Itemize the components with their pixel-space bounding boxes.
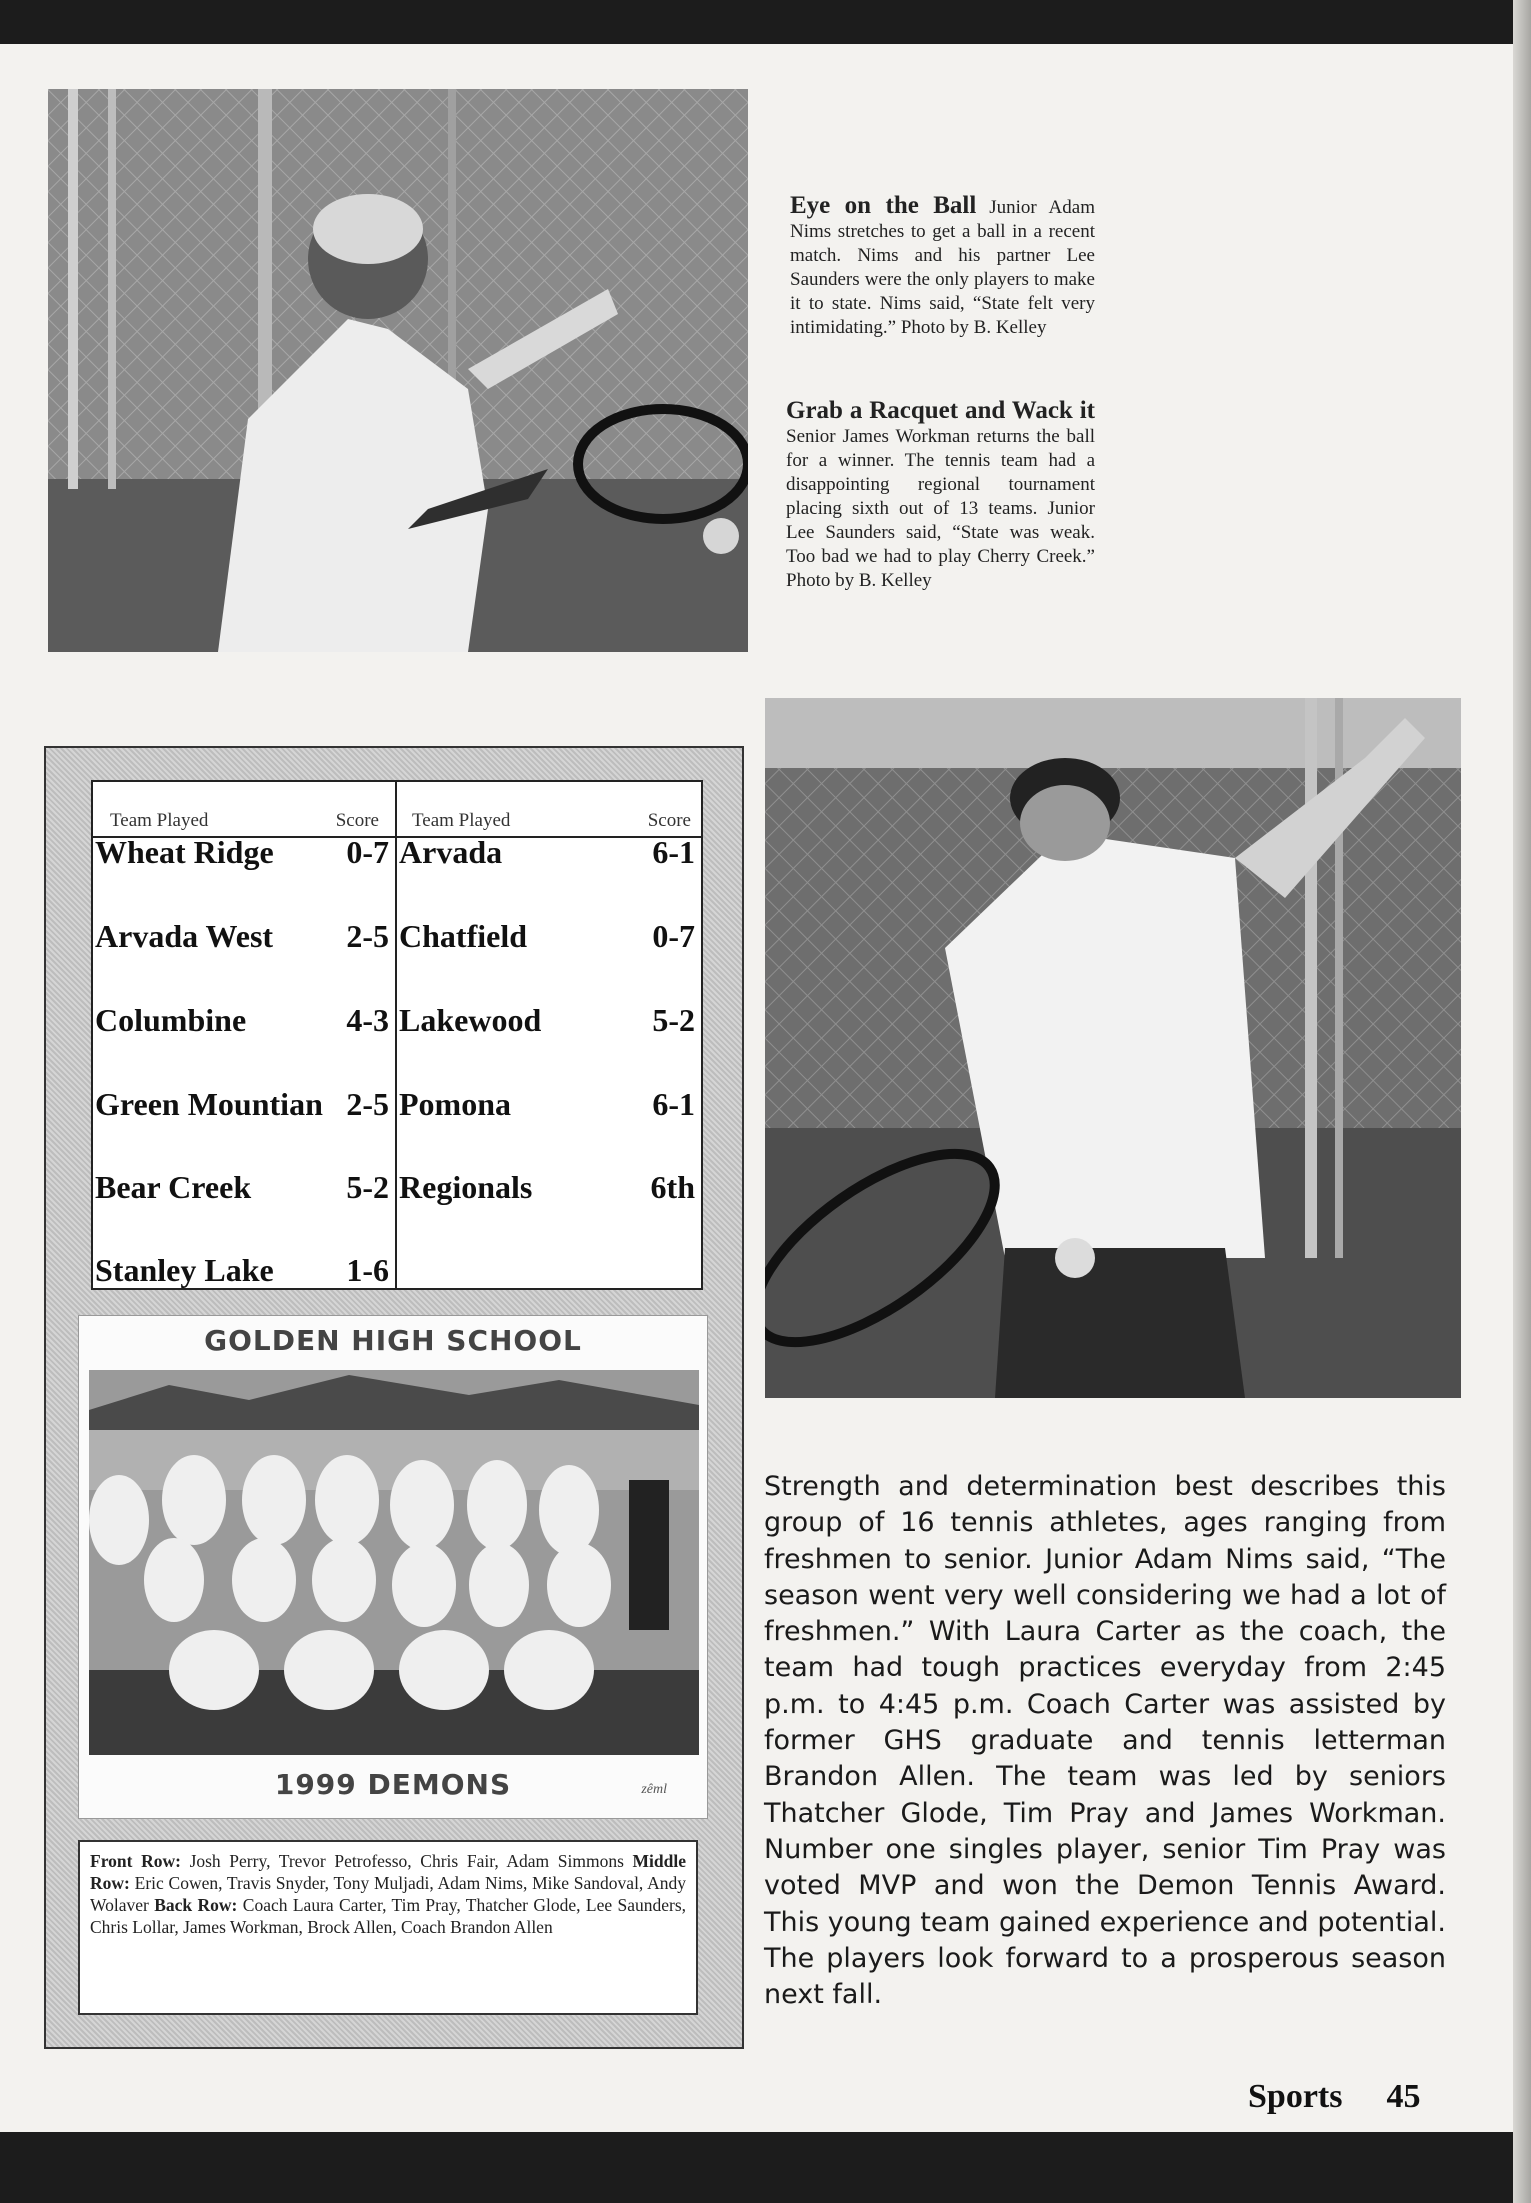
scoreboard-left-column: [93, 782, 397, 1288]
roster-middle: Eric Cowen, Travis Snyder, Tony Muljadi, Adam Nims, Mike Sandoval, Andy Wolaver: [90, 1873, 686, 1915]
scoreboard-panel: [44, 746, 744, 2049]
caption-eye-on-the-ball: [790, 194, 1095, 340]
score-row: [93, 1086, 395, 1126]
team-name: Stanley Lake: [95, 1252, 274, 1288]
caption-grab-a-racquet: [786, 399, 1095, 593]
roster-front-label: Front Row:: [90, 1851, 181, 1871]
score-row: [93, 918, 395, 958]
article-body: Strength and determination best describes this group of 16 tennis athletes, ages ranging from freshmen to senior. Junior Adam Nims said, “The season went very well considering we had a lot of freshmen.” With Laura Carter as the coach, the team had tough practices everyday from 2:45 p.m. to 4:45 p.m. Coach Carter was assisted by former GHS graduate and tennis letterman Brandon Allen. The team was led by seniors Thatcher Glode, Tim Pray and James Workman. Number one singles player, senior Tim Pray was voted MVP and won the Demon Tennis Award. This young team gained experience and potential. The players look forward to a prosperous season next fall.: [764, 1471, 1446, 2011]
team-name: Bear Creek: [95, 1169, 252, 1205]
score-row: [93, 1169, 395, 1209]
scoreboard-right-column: [397, 782, 701, 1288]
page-number: 45: [1386, 2078, 1421, 2115]
page-footer: [1248, 2078, 1420, 2116]
header-team-played: Team Played: [412, 810, 511, 831]
roster-back-label: Back Row:: [154, 1895, 238, 1915]
score-row: [93, 1252, 395, 1292]
score-row: [93, 1002, 395, 1042]
score-row: [397, 834, 701, 874]
team-score: 1-6: [346, 1252, 389, 1288]
section-name: Sports: [1248, 2078, 1343, 2115]
team-name: Chatfield: [399, 918, 527, 954]
team-score: 2-5: [346, 918, 389, 954]
roster-back: Coach Laura Carter, Tim Pray, Thatcher Glode, Lee Saunders, Chris Lollar, James Workman, Brock Allen, Coach Brandon Allen: [90, 1895, 687, 1937]
score-row: [397, 1086, 701, 1126]
column-header: [397, 804, 701, 838]
photo-grab-a-racquet: [765, 698, 1461, 1398]
caption-text: Senior James Workman returns the ball for a winner. The tennis team had a disappointing regional tournament placing sixth out of 13 teams. Junior Lee Saunders said, “State was weak. Too bad we had to play Cherry Creek.” Photo by B. Kelley: [786, 426, 1095, 591]
team-score: 5-2: [652, 1002, 695, 1038]
team-name: Lakewood: [399, 1002, 542, 1038]
team-name: Wheat Ridge: [95, 834, 274, 870]
score-row: [397, 918, 701, 958]
team-score: 2-5: [346, 1086, 389, 1122]
roster-front: Josh Perry, Trevor Petrofesso, Chris Fair, Adam Simmons: [189, 1851, 624, 1871]
team-score: 5-2: [346, 1169, 389, 1205]
caption-headline: Grab a Racquet and Wack it: [786, 397, 1095, 424]
team-score: 6-1: [652, 834, 695, 870]
team-photo: [89, 1370, 699, 1755]
score-row: [397, 1002, 701, 1042]
team-name: Pomona: [399, 1086, 511, 1122]
team-score: 6-1: [652, 1086, 695, 1122]
score-row: [397, 1169, 701, 1209]
team-score: 4-3: [346, 1002, 389, 1038]
header-score: Score: [335, 810, 379, 831]
team-name: Columbine: [95, 1002, 247, 1038]
caption-text: Junior Adam Nims stretches to get a ball in a recent match. Nims and his partner Lee Saunders were the only players to make it to state. Nims said, “State felt very intimidating.” Photo by B. Kelley: [790, 197, 1095, 338]
column-header: [93, 804, 395, 838]
yearbook-page: [0, 44, 1513, 2132]
team-name: Arvada West: [95, 918, 274, 954]
caption-headline: Eye on the Ball: [790, 192, 977, 219]
team-name: Regionals: [399, 1169, 533, 1205]
roster-caption: [78, 1840, 698, 2015]
scoreboard-table: [91, 780, 703, 1290]
header-team-played: Team Played: [110, 810, 209, 831]
score-row: [93, 834, 395, 874]
team-score: 6th: [650, 1169, 695, 1205]
photo-eye-on-the-ball: [48, 89, 748, 652]
book-spine-edge: [1513, 0, 1531, 2203]
team-name: Green Mountian: [95, 1086, 323, 1122]
team-name: Arvada: [399, 834, 503, 870]
team-score: 0-7: [652, 918, 695, 954]
team-score: 0-7: [346, 834, 389, 870]
photographer-signature: zêml: [641, 1782, 667, 1797]
team-photo-banner-top: GOLDEN HIGH SCHOOL: [204, 1324, 582, 1357]
team-photo-banner-bottom: 1999 DEMONS: [274, 1768, 512, 1801]
header-score: Score: [647, 810, 691, 831]
team-photo-frame: [78, 1315, 708, 1819]
roster-middle-label: Middle Row:: [90, 1851, 686, 1893]
